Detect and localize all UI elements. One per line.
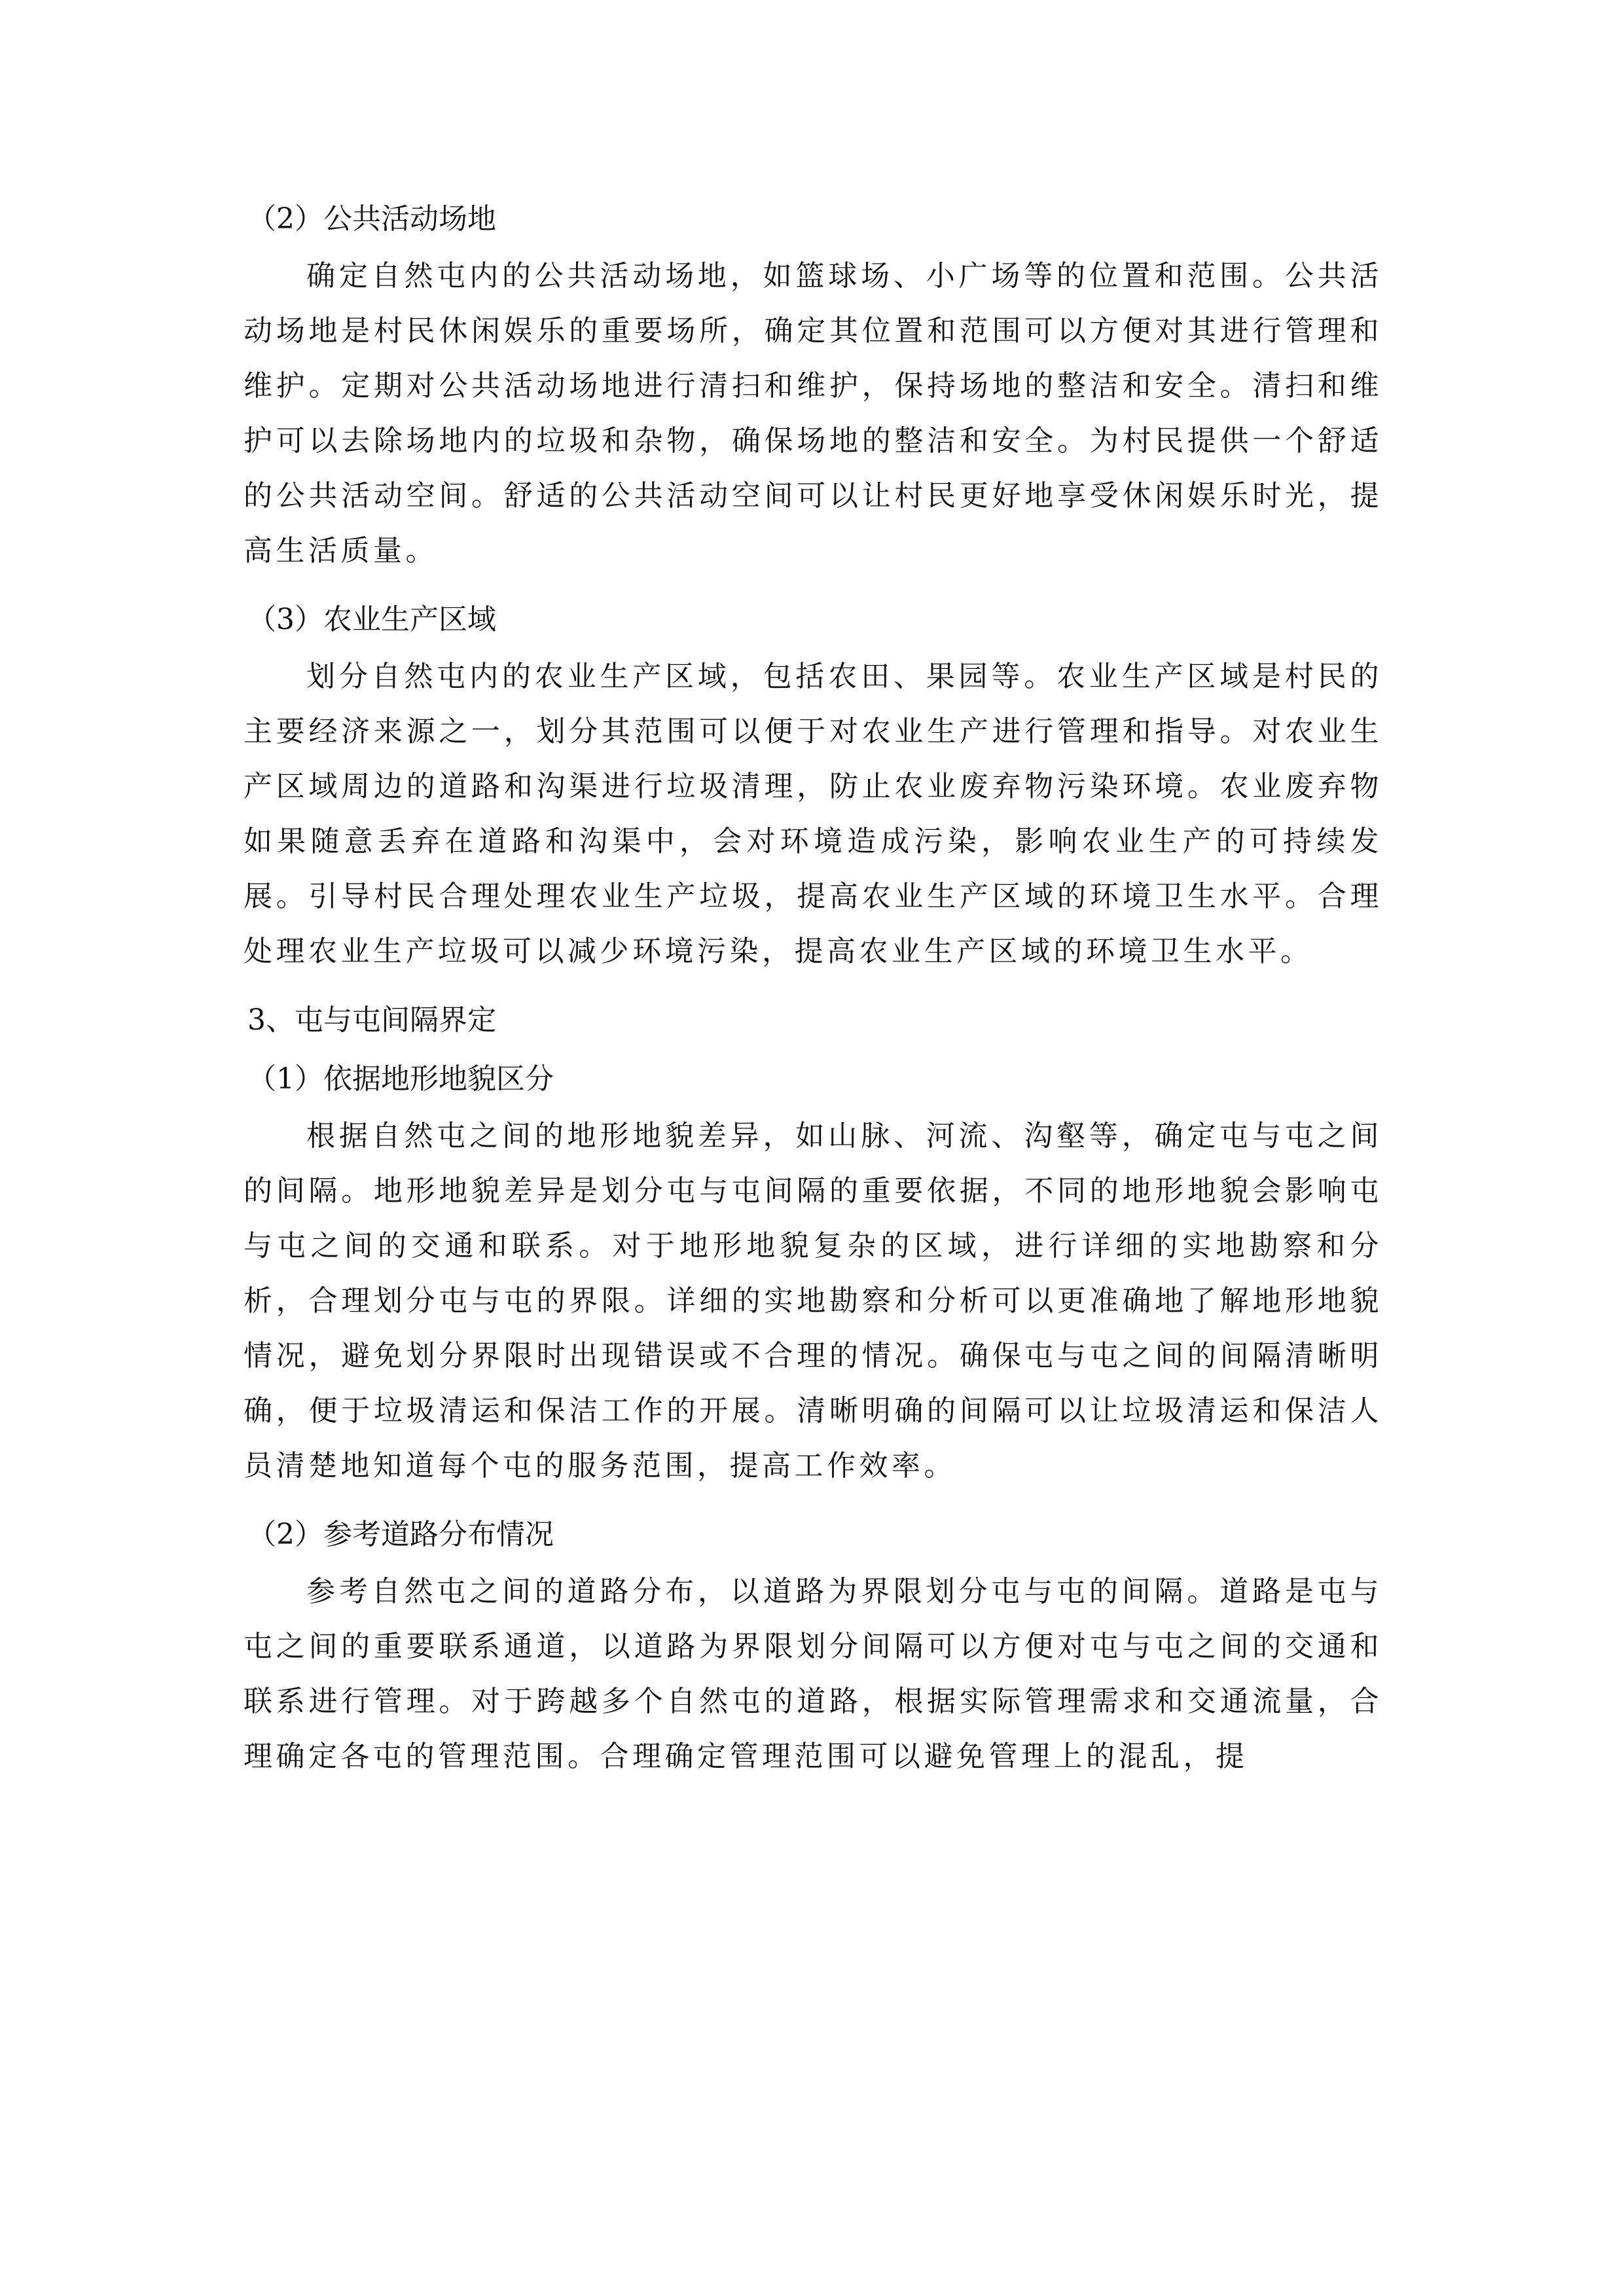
paragraph-public-activity-space: 确定自然屯内的公共活动场地，如篮球场、小广场等的位置和范围。公共活动场地是村民休闲娱乐的重要场所，确定其位置和范围可以方便对其进行管理和维护。定期对公共活动场地进行清扫和维护，保持场地的整洁和安全。清扫和维护可以去除场地内的垃圾和杂物，确保场地的整洁和安全。为村民提供一个舒适的公共活动空间。舒适的公共活动空间可以让村民更好地享受休闲娱乐时光，提高生活质量。 <box>244 259 1382 567</box>
paragraph-road-distribution: 参考自然屯之间的道路分布，以道路为界限划分屯与屯的间隔。道路是屯与屯之间的重要联系通道，以道路为界限划分间隔可以方便对屯与屯之间的交通和联系进行管理。对于跨越多个自然屯的道路，根据实际管理需求和交通流量，合理确定各屯的管理范围。合理确定管理范围可以避免管理上的混乱，提 <box>244 1575 1382 1773</box>
document-body <box>244 190 1382 1788</box>
section-title-village-interval: 3、屯与屯间隔界定 <box>247 1003 496 1037</box>
subheading-road-distribution: （2）参考道路分布情况 <box>247 1518 554 1551</box>
paragraph-terrain-distinction: 根据自然屯之间的地形地貌差异，如山脉、河流、沟壑等，确定屯与屯之间的间隔。地形地貌差异是划分屯与屯间隔的重要依据，不同的地形地貌会影响屯与屯之间的交通和联系。对于地形地貌复杂的区域，进行详细的实地勘察和分析，合理划分屯与屯的界限。详细的实地勘察和分析可以更准确地了解地形地貌情况，避免划分界限时出现错误或不合理的情况。确保屯与屯之间的间隔清晰明确，便于垃圾清运和保洁工作的开展。清晰明确的间隔可以让垃圾清运和保洁人员清楚地知道每个屯的服务范围，提高工作效率。 <box>244 1119 1382 1482</box>
subheading-public-activity-space: （2）公共活动场地 <box>247 202 496 236</box>
subheading-terrain-distinction: （1）依据地形地貌区分 <box>247 1062 554 1096</box>
paragraph-agricultural-area: 划分自然屯内的农业生产区域，包括农田、果园等。农业生产区域是村民的主要经济来源之一，划分其范围可以便于对农业生产进行管理和指导。对农业生产区域周边的道路和沟渠进行垃圾清理，防止农业废弃物污染环境。农业废弃物如果随意丢弃在道路和沟渠中，会对环境造成污染，影响农业生产的可持续发展。引导村民合理处理农业生产垃圾，提高农业生产区域的环境卫生水平。合理处理农业生产垃圾可以减少环境污染，提高农业生产区域的环境卫生水平。 <box>244 660 1382 968</box>
subheading-agricultural-area: （3）农业生产区域 <box>247 603 496 636</box>
